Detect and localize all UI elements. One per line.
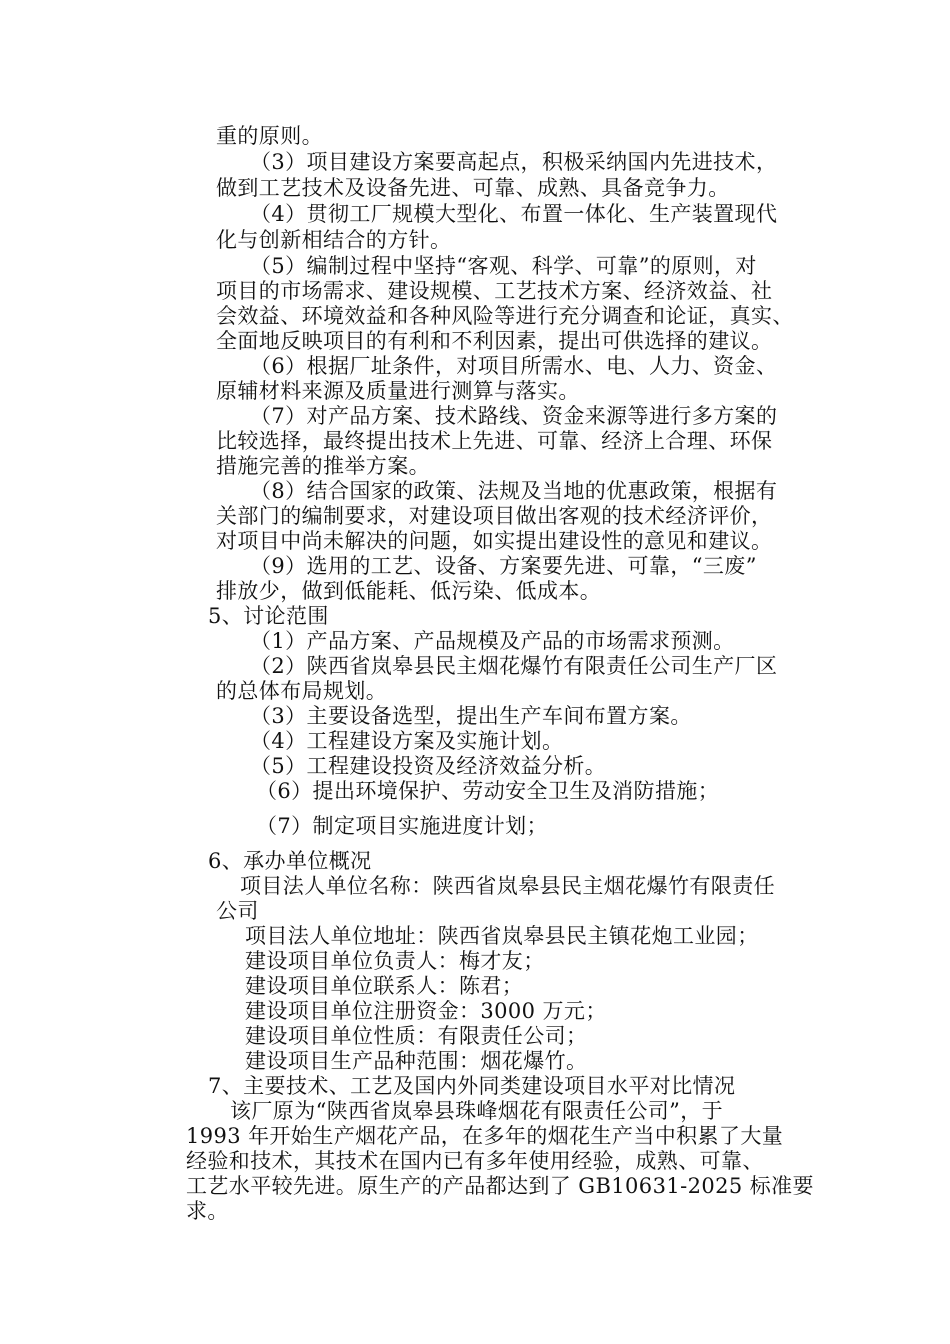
text-line: 公司: [216, 899, 259, 923]
text-line: 的总体布局规划。: [216, 679, 388, 703]
text-line: 化与创新相结合的方针。: [216, 228, 452, 252]
section-heading: 7、主要技术、工艺及国内外同类建设项目水平对比情况: [208, 1074, 736, 1098]
section-heading: 6、承办单位概况: [208, 849, 372, 873]
text-line: 经验和技术，其技术在国内已有多年使用经验，成熟、可靠、: [186, 1149, 764, 1173]
text-line: （7）制定项目实施进度计划；: [256, 814, 548, 838]
text-line: （2）陕西省岚皋县民主烟花爆竹有限责任公司生产厂区: [250, 654, 778, 678]
text-line: （5）工程建设投资及经济效益分析。: [250, 754, 607, 778]
text-line: （1）产品方案、产品规模及产品的市场需求预测。: [250, 629, 735, 653]
text-line: 项目的市场需求、建设规模、工艺技术方案、经济效益、社: [216, 279, 773, 303]
text-line: 建设项目单位负责人：梅才友；: [245, 949, 545, 973]
text-line: 求。: [186, 1199, 229, 1223]
text-line: 关部门的编制要求，对建设项目做出客观的技术经济评价，: [216, 504, 773, 528]
section-heading: 5、讨论范围: [208, 604, 329, 628]
text-line: （6）根据厂址条件，对项目所需水、电、人力、资金、: [250, 354, 778, 378]
text-line: 原辅材料来源及质量进行测算与落实。: [216, 379, 580, 403]
text-line: （7）对产品方案、技术路线、资金来源等进行多方案的: [250, 404, 778, 428]
text-line: 会效益、环境效益和各种风险等进行充分调查和论证，真实、: [216, 304, 794, 328]
text-line: 建设项目单位联系人：陈君；: [245, 974, 524, 998]
text-line: 对项目中尚未解决的问题，如实提出建设性的意见和建议。: [216, 529, 773, 553]
text-line: （8）结合国家的政策、法规及当地的优惠政策，根据有: [250, 479, 778, 503]
text-line: （3）主要设备选型，提出生产车间布置方案。: [250, 704, 692, 728]
text-line: （9）选用的工艺、设备、方案要先进、可靠，“三废”: [250, 554, 757, 578]
text-line: 建设项目单位注册资金：3000 万元；: [245, 999, 607, 1023]
text-line: 项目法人单位地址：陕西省岚皋县民主镇花炮工业园；: [245, 924, 759, 948]
text-line: 全面地反映项目的有利和不利因素，提出可供选择的建议。: [216, 329, 773, 353]
text-line: （3）项目建设方案要高起点，积极采纳国内先进技术，: [250, 150, 778, 174]
text-line: （5）编制过程中坚持“客观、科学、可靠”的原则，对: [250, 254, 757, 278]
text-line: 该厂原为“陕西省岚皋县珠峰烟花有限责任公司”，于: [230, 1099, 724, 1123]
text-line: 工艺水平较先进。原生产的产品都达到了 GB10631-2025 标准要: [186, 1174, 814, 1198]
text-line: （4）贯彻工厂规模大型化、布置一体化、生产装置现代: [250, 202, 778, 226]
text-line: 1993 年开始生产烟花产品，在多年的烟花生产当中积累了大量: [186, 1124, 784, 1148]
text-line: 比较选择，最终提出技术上先进、可靠、经济上合理、环保: [216, 429, 773, 453]
text-line: （6）提出环境保护、劳动安全卫生及消防措施；: [256, 779, 720, 803]
text-line: （4）工程建设方案及实施计划。: [250, 729, 564, 753]
text-line: 排放少，做到低能耗、低污染、低成本。: [216, 579, 602, 603]
text-line: 措施完善的推举方案。: [216, 454, 430, 478]
text-line: 建设项目单位性质：有限责任公司；: [245, 1024, 588, 1048]
text-line: 重的原则。: [216, 124, 323, 148]
text-line: 项目法人单位名称：陕西省岚皋县民主烟花爆竹有限责任: [240, 874, 775, 898]
text-line: 做到工艺技术及设备先进、可靠、成熟、具备竞争力。: [216, 176, 730, 200]
text-line: 建设项目生产品种范围：烟花爆竹。: [245, 1049, 588, 1073]
